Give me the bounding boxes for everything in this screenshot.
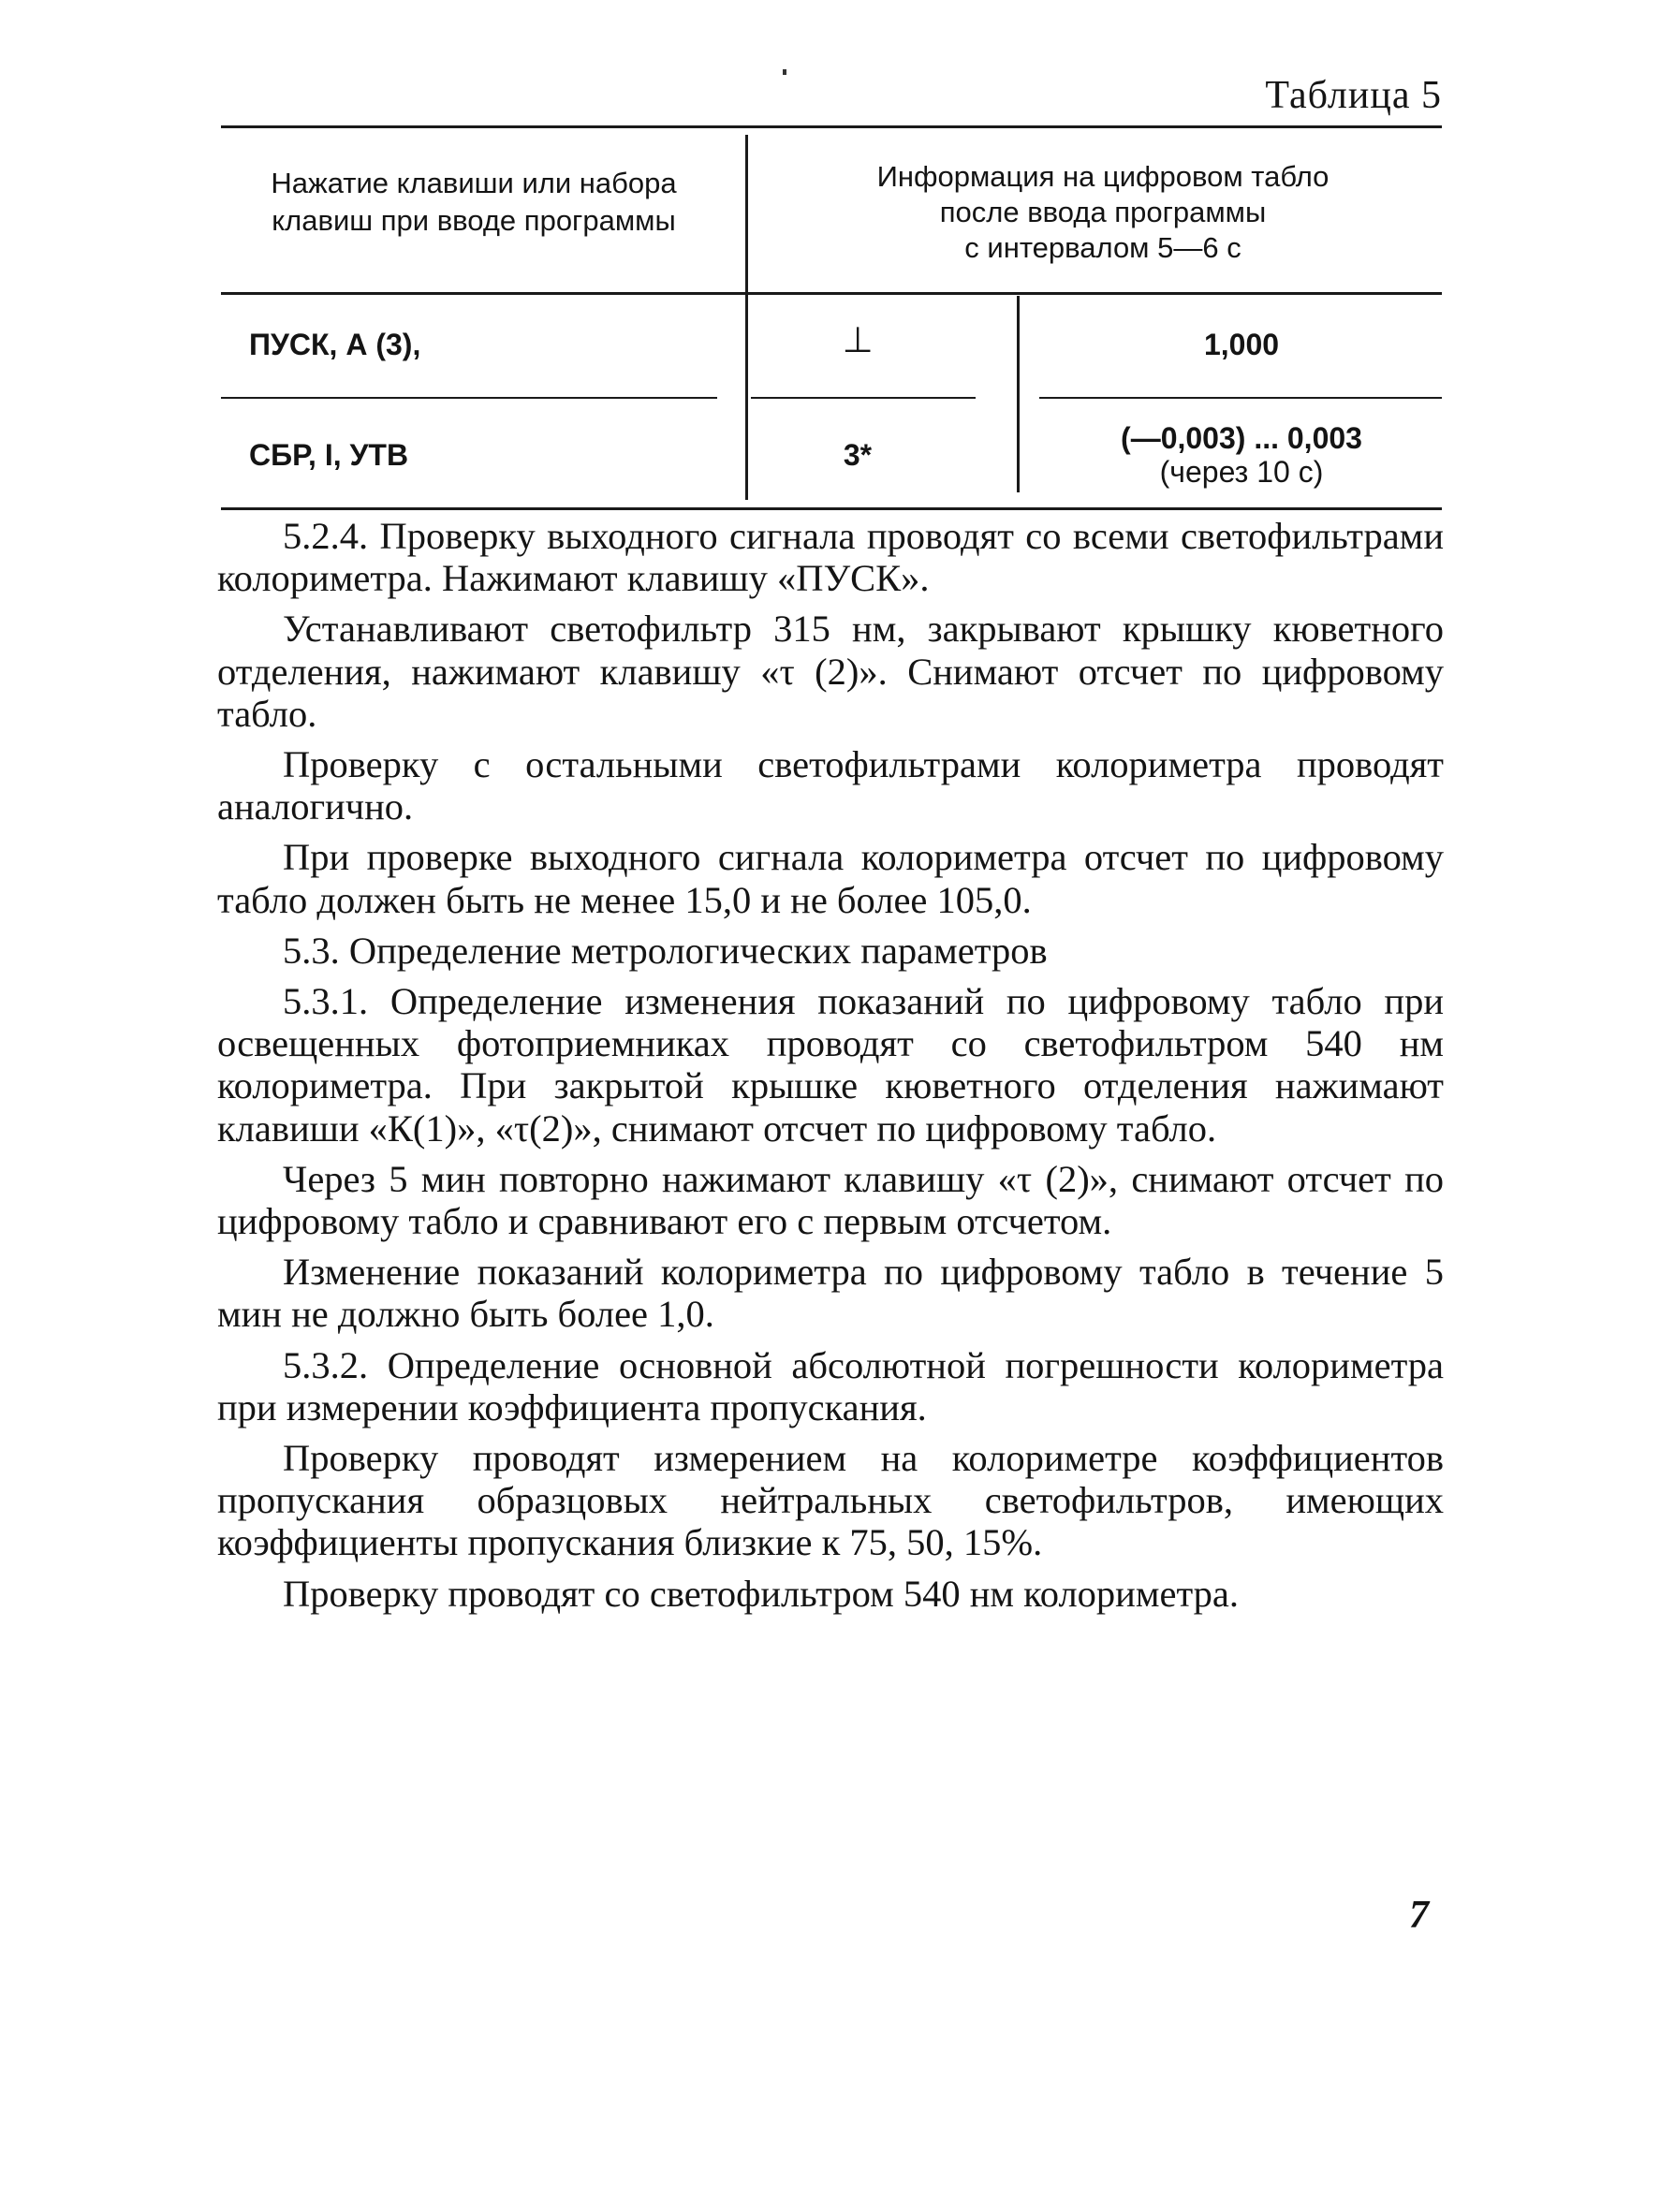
table-caption: Таблица 5 — [1265, 74, 1442, 117]
row-divider-mid — [751, 397, 976, 399]
header-right-line-2: после ввода программы — [939, 196, 1267, 228]
section-heading-5-3: 5.3. Определение метрологических параметров — [283, 929, 1048, 972]
paragraph-change-limit: Изменение показаний колориметра по цифровому табло в течение 5 мин не должно быть более 1,0. — [217, 1251, 1444, 1336]
data-table — [221, 125, 1442, 511]
paragraph-filter-315: Устанавливают светофильтр 315 нм, закрывают крышку кюветного отделения, нажимают клавишу «τ (2)». Снимают отсчет по цифровому табло. — [217, 608, 1444, 735]
page-number: 7 — [1409, 1894, 1429, 1937]
row-1-keys: ПУСК, А (3), — [249, 328, 421, 361]
paragraph-5-2-4: 5.2.4. Проверку выходного сигнала проводят со всеми светофильтрами колориметра. Нажимают клавишу «ПУСК». — [217, 515, 1444, 600]
row-2-keys: СБР, I, УТВ — [249, 438, 409, 472]
row-2-display: 3* — [843, 438, 873, 472]
header-right-line-3: с интервалом 5—6 с — [964, 231, 1241, 264]
row-2-value-note: (через 10 с) — [1159, 455, 1324, 489]
paragraph-5-3-2: 5.3.2. Определение основной абсолютной погрешности колориметра при измерении коэффициента пропускания. — [217, 1343, 1444, 1428]
column-divider-1 — [745, 135, 748, 500]
paragraph-5-3-1: 5.3.1. Определение изменения показаний по цифровому табло при освещенных фотоприемниках проводят со светофильтром 540 нм колориметра. При закрытой крышке кюветного отделения нажимают клавиши «К(1)», «τ(2)», снимают отсчет по цифровому табло. — [217, 980, 1444, 1150]
scan-speck — [783, 69, 786, 75]
header-left — [221, 165, 727, 240]
header-right — [764, 159, 1442, 266]
header-bottom-rule — [221, 292, 1442, 295]
paragraph-transmission-check: Проверку проводят измерением на колориметре коэффициентов пропускания образцовых нейтральных светофильтров, имеющих коэффициенты пропускания близкие к 75, 50, 15%. — [217, 1437, 1444, 1564]
row-2-value — [1045, 421, 1438, 489]
paragraph-output-limits: При проверке выходного сигнала колориметра отсчет по цифровому табло должен быть не менее 15,0 и не более 105,0. — [217, 836, 1444, 921]
table-bottom-rule — [221, 507, 1442, 510]
paragraph-filter-540: Проверку проводят со светофильтром 540 нм колориметра. — [283, 1572, 1240, 1615]
header-left-line-1: Нажатие клавиши или набора — [271, 167, 677, 199]
row-1-display: ⊥ — [842, 321, 874, 360]
header-left-line-2: клавиш при вводе программы — [272, 204, 676, 237]
column-divider-2 — [1017, 296, 1020, 492]
body-text — [217, 515, 1444, 1623]
paragraph-other-filters: Проверку с остальными светофильтрами колориметра проводят аналогично. — [217, 743, 1444, 828]
row-divider-right — [1039, 397, 1442, 399]
table-top-rule — [221, 125, 1442, 128]
row-divider-left — [221, 397, 717, 399]
paragraph-repeat-reading: Через 5 мин повторно нажимают клавишу «τ (2)», снимают отсчет по цифровому табло и сравнивают его с первым отсчетом. — [217, 1157, 1444, 1243]
header-right-line-1: Информация на цифровом табло — [876, 160, 1329, 193]
row-1-value: 1,000 — [1203, 328, 1280, 361]
row-2-value-range: (—0,003) ... 0,003 — [1121, 421, 1362, 455]
